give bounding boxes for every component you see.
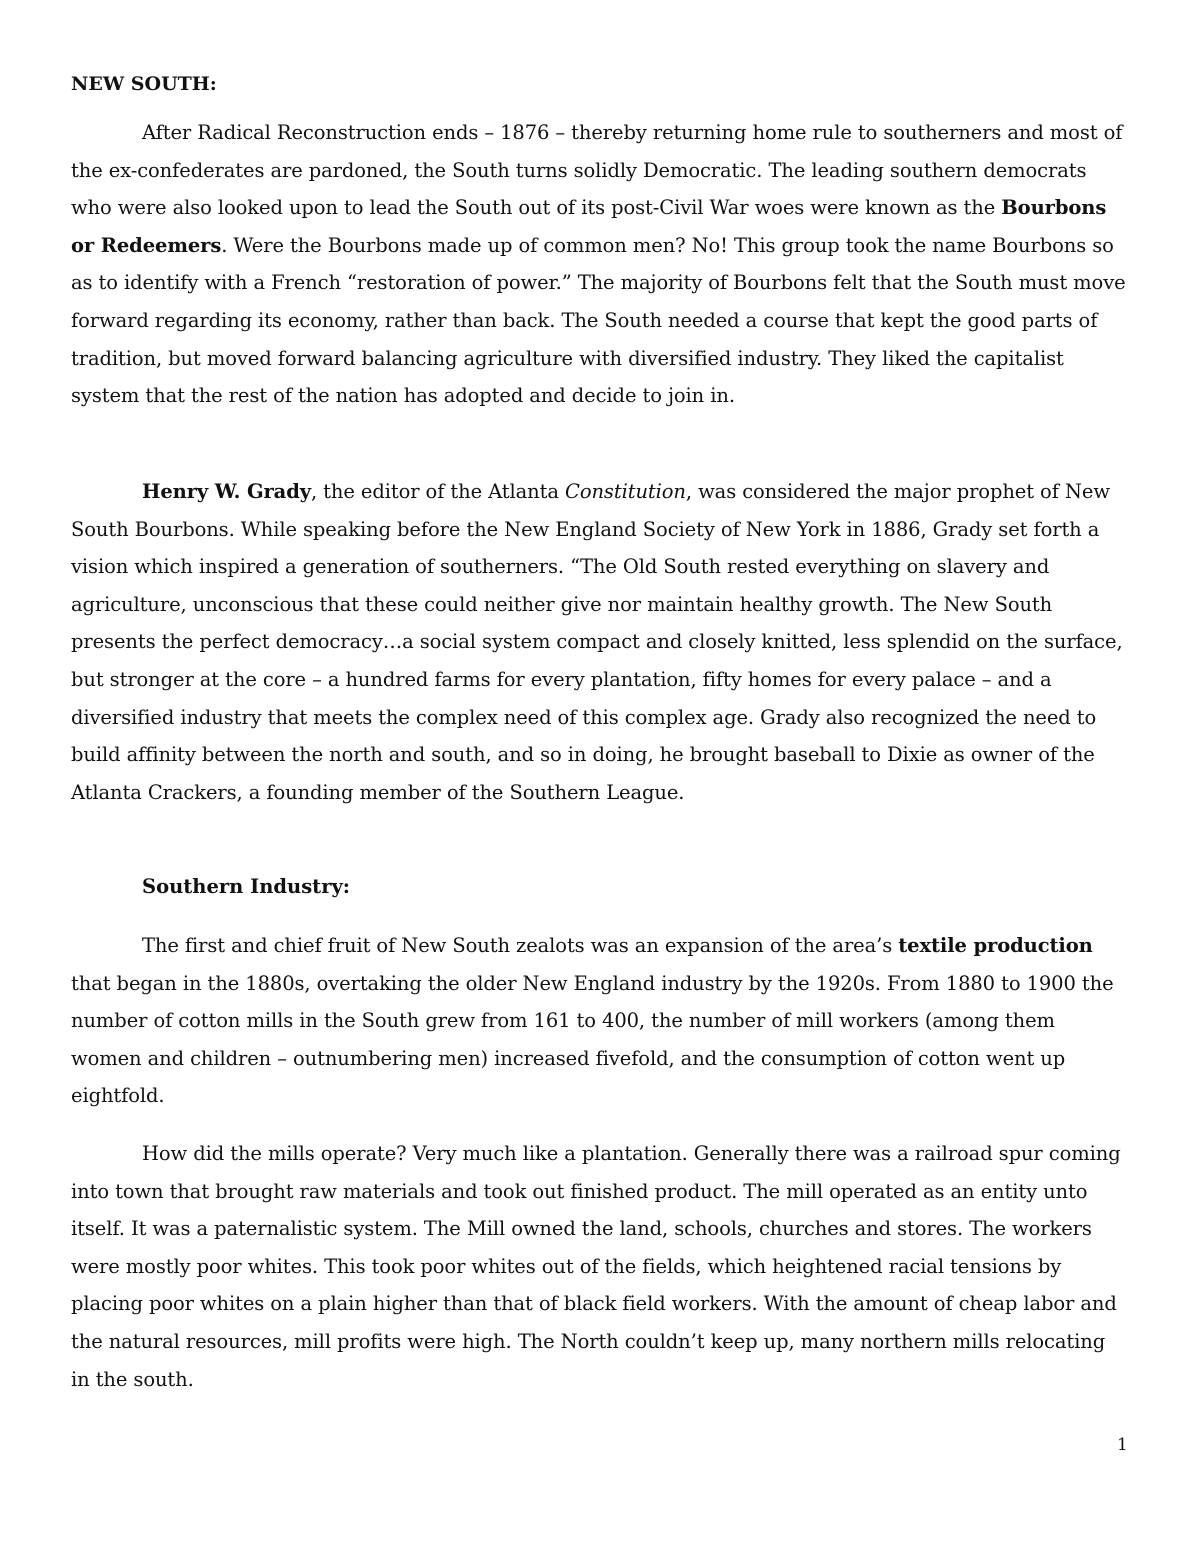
paragraph-bourbons — [71, 114, 1129, 415]
paragraph-text: The first and chief fruit of New South zealots was an expansion of the area’s — [142, 934, 899, 957]
bold-name: Henry W. Grady — [142, 480, 311, 503]
subsection-heading: Southern Industry: — [142, 875, 350, 898]
paragraph-grady — [71, 473, 1129, 811]
paragraph-text: , was considered the major prophet of New South Bourbons. While speaking before the New England Society of New York in 1886, Grady set forth a vision which inspired a generation of southerners. “The Old South rested everything on slavery and agriculture, unconscious that these could neither give nor maintain healthy growth. The New South presents the perfect democracy…a social system compact and closely knitted, less splendid on the surface, but stronger at the core – a hundred farms for every plantation, fifty homes for every palace – and a diversified industry that meets the complex need of this complex age. Grady also recognized the need to build affinity between the north and south, and so in doing, he brought baseball to Dixie as owner of the Atlanta Crackers, a founding member of the Southern League. — [71, 480, 1123, 804]
section-heading: NEW SOUTH: — [71, 73, 217, 95]
page-number: 1 — [1117, 1435, 1128, 1455]
paragraph-text: After Radical Reconstruction ends – 1876 – thereby returning home rule to southerners and most of the ex-confederates are pardoned, the South turns solidly Democratic. The leading southern democrats who were also looked upon to lead the South out of its post-Civil War woes were known as the — [71, 121, 1123, 220]
bold-term: textile production — [898, 934, 1093, 957]
bold-term: Bourbons or Redeemers — [71, 196, 1107, 257]
paragraph-text: How did the mills operate? Very much like a plantation. Generally there was a railroad spur coming into town that brought raw materials and took out finished product. The mill operated as an entity unto itself. It was a paternalistic system. The Mill owned the land, schools, churches and stores. The workers were mostly poor whites. This took poor whites out of the fields, which heightened racial tensions by placing poor whites on a plain higher than that of black field workers. With the amount of cheap labor and the natural resources, mill profits were high. The North couldn’t keep up, many northern mills relocating in the south. — [71, 1142, 1121, 1391]
paragraph-text: that began in the 1880s, overtaking the older New England industry by the 1920s. From 1880 to 1900 the number of cotton mills in the South grew from 161 to 400, the number of mill workers (among them women and children – outnumbering men) increased fivefold, and the consumption of cotton went up eightfold. — [71, 971, 1114, 1108]
paragraph-textile — [71, 927, 1129, 1115]
paragraph-mills — [71, 1135, 1129, 1398]
italic-title: Constitution — [565, 480, 686, 503]
paragraph-text: , the editor of the Atlanta — [310, 480, 566, 503]
paragraph-text: . Were the Bourbons made up of common men? No! This group took the name Bourbons so as to identify with a French “restoration of power.” The majority of Bourbons felt that the South must move forward regarding its economy, rather than back. The South needed a course that kept the good parts of tradition, but moved forward balancing agriculture with diversified industry. They liked the capitalist system that the rest of the nation has adopted and decide to join in. — [71, 233, 1126, 408]
